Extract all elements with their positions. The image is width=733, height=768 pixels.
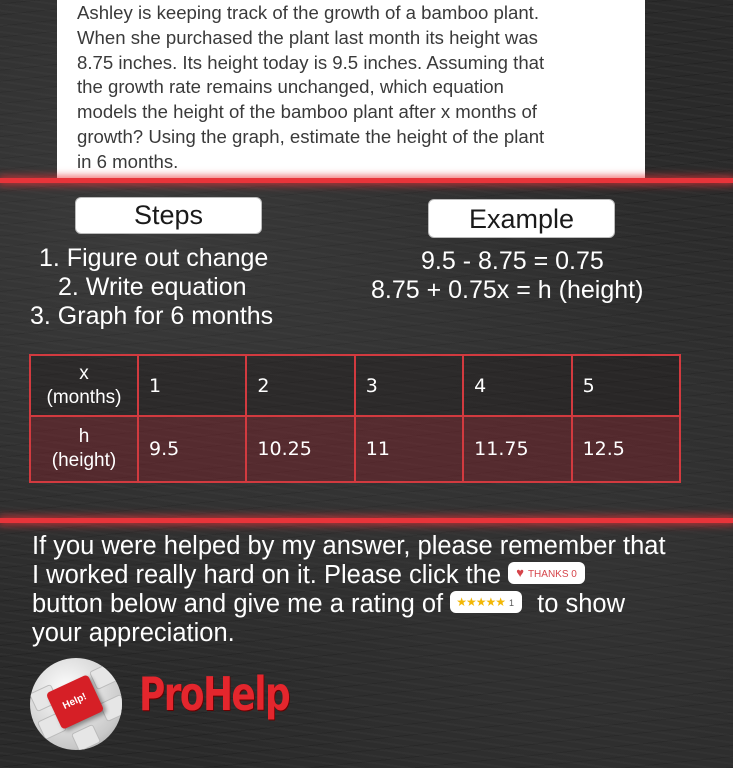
help-line <box>32 590 625 619</box>
x-header-cell <box>30 355 138 416</box>
x-value-cell: 2 <box>246 355 354 416</box>
help-line-text: button below and give me a rating of <box>32 590 444 618</box>
h-value-cell: 11.75 <box>463 416 571 482</box>
keyboard-help-key-icon <box>30 658 122 750</box>
h-value-cell: 11 <box>355 416 463 482</box>
rating-count: 1 <box>509 598 515 609</box>
top-divider <box>0 178 733 183</box>
x-header-unit: (months) <box>46 386 122 408</box>
help-line-text: I worked really hard on it. Please click the <box>32 561 502 589</box>
data-table <box>29 354 681 483</box>
x-value-cell: 5 <box>572 355 680 416</box>
h-header-label: h <box>78 426 90 447</box>
example-title: Example <box>428 199 615 238</box>
five-stars-icon: ★★★★★ <box>456 595 505 610</box>
x-value-cell: 3 <box>355 355 463 416</box>
h-value-cell: 10.25 <box>246 416 354 482</box>
step-item: 3. Graph for 6 months <box>30 302 274 330</box>
help-line: your appreciation. <box>32 619 235 647</box>
help-line-text: to show <box>537 590 625 618</box>
thanks-label: THANKS 0 <box>527 569 577 581</box>
thanks-button[interactable] <box>508 562 585 584</box>
keyboard-key <box>71 724 101 750</box>
help-line <box>32 561 585 590</box>
table-row <box>30 416 680 482</box>
h-value-cell: 9.5 <box>138 416 246 482</box>
question-text: Ashley is keeping track of the growth of a bamboo plant. When she purchased the plant last month its height was 8.75 inches. Its height today is 9.5 inches. Assuming that the growth rate remains unchanged, which equation models the height of the bamboo plant after x months of growth? Using the graph, estimate the height of the plant in 6 months. <box>77 2 545 172</box>
help-line: If you were helped by my answer, please remember that <box>32 532 666 560</box>
example-line: 9.5 - 8.75 = 0.75 <box>421 247 604 275</box>
brand-logo-text: ProHelp <box>139 667 290 721</box>
h-header-unit: (height) <box>51 450 117 471</box>
table-row <box>30 355 680 416</box>
example-line: 8.75 + 0.75x = h (height) <box>371 276 644 304</box>
bottom-divider <box>0 518 733 523</box>
heart-icon: ♥ <box>516 565 524 581</box>
rating-button[interactable] <box>450 591 522 613</box>
step-item: 2. Write equation <box>58 273 247 301</box>
steps-title: Steps <box>75 197 262 234</box>
help-key: Help! <box>46 674 105 730</box>
x-header-label: x <box>79 362 89 384</box>
x-value-cell: 4 <box>463 355 571 416</box>
keyboard-key <box>89 662 119 690</box>
question-card <box>57 0 645 178</box>
h-header-cell <box>30 416 138 482</box>
step-item: 1. Figure out change <box>39 244 269 272</box>
h-value-cell: 12.5 <box>572 416 680 482</box>
x-value-cell: 1 <box>138 355 246 416</box>
